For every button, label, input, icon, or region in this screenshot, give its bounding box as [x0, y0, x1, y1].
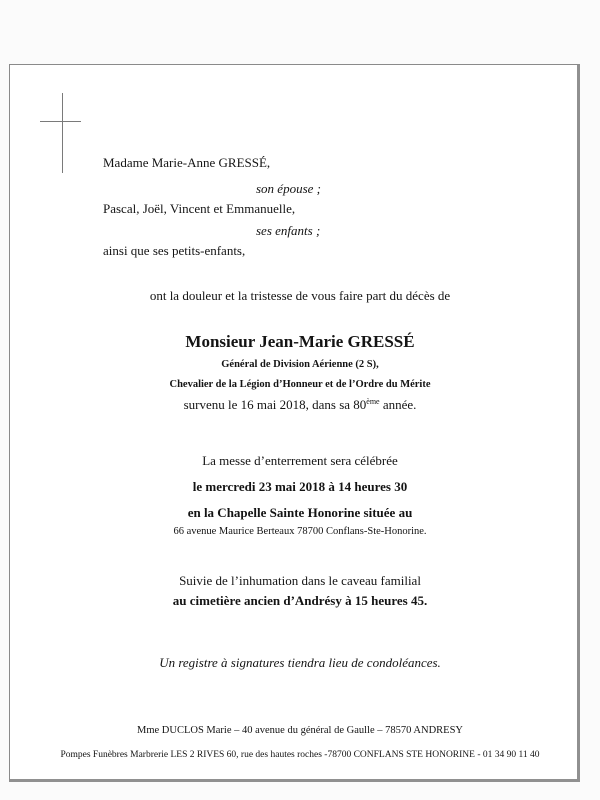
funeral-home-line: Pompes Funèbres Marbrerie LES 2 RIVES 60, rue des hautes roches -78700 CONFLANS STE HONORINE - 01 34 90 11 40 — [60, 750, 540, 760]
children-role: ses enfants ; — [256, 223, 321, 238]
mass-place: en la Chapelle Sainte Honorine située au — [187, 505, 413, 520]
mass-intro: La messe d’enterrement sera célébrée — [202, 453, 398, 468]
children-names: Pascal, Joël, Vincent et Emmanuelle, — [103, 201, 296, 216]
grandchildren-line: ainsi que ses petits-enfants, — [103, 243, 246, 258]
death-age-ordinal: ème — [366, 397, 380, 406]
burial-place: au cimetière ancien d’Andrésy à 15 heures 45. — [172, 593, 428, 608]
death-date-text: survenu le 16 mai 2018, dans sa 80 — [183, 397, 367, 412]
widow-role: son épouse ; — [256, 181, 321, 196]
death-date-suffix: année. — [379, 397, 417, 412]
mass-date: le mercredi 23 mai 2018 à 14 heures 30 — [192, 479, 408, 494]
cross-icon — [62, 93, 63, 173]
burial-intro: Suivie de l’inhumation dans le caveau familial — [179, 573, 421, 588]
deceased-rank: Général de Division Aérienne (2 S), — [221, 359, 379, 370]
cross-icon-bar — [40, 121, 81, 122]
announcement-line: ont la douleur et la tristesse de vous faire part du décès de — [149, 288, 451, 303]
contact-line: Mme DUCLOS Marie – 40 avenue du général de Gaulle – 78570 ANDRESY — [136, 725, 464, 736]
death-date-line — [0, 397, 600, 413]
deceased-name: Monsieur Jean-Marie GRESSÉ — [185, 332, 415, 351]
widow-name: Madame Marie-Anne GRESSÉ, — [103, 155, 271, 170]
obituary-card — [9, 64, 580, 782]
condolences-note: Un registre à signatures tiendra lieu de condoléances. — [159, 655, 441, 670]
mass-address: 66 avenue Maurice Berteaux 78700 Conflans-Ste-Honorine. — [173, 526, 427, 537]
deceased-honors: Chevalier de la Légion d’Honneur et de l’Ordre du Mérite — [169, 379, 431, 390]
